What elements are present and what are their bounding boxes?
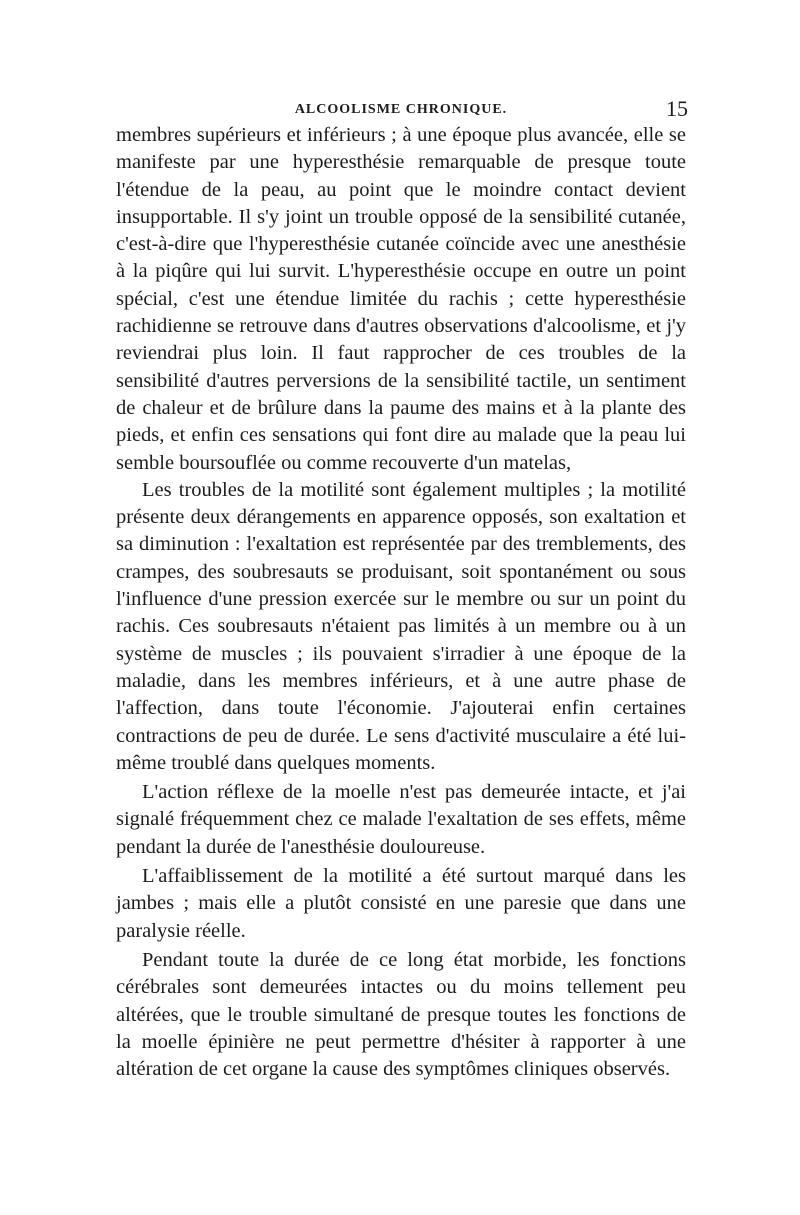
page-number: 15	[666, 96, 688, 121]
paragraph-cerebral: Pendant toute la durée de ce long état morbide, les fonctions cérébrales sont demeurées intactes ou du moins tellement peu altérées, que le trouble simultané de presque toutes les fonctions de la moelle épinière ne peut permettre d'hésiter à rapporter à une altération de cet organe la cause des symptômes cliniques observés.	[116, 948, 686, 1081]
paragraph-weakness: L'affaiblissement de la motilité a été surtout marqué dans les jambes ; mais elle a plutôt consisté en une paresie que dans une paralysie réelle.	[116, 865, 686, 942]
running-title: ALCOOLISME CHRONIQUE.	[294, 102, 508, 117]
paragraph-motility: Les troubles de la motilité sont également multiples ; la motilité présente deux dérangements en apparence opposés, son exaltation et sa diminution : l'exaltation est représentée par des tremblements, des crampes, des soubresauts se produisant, soit spontanément ou sous l'influence d'une pression exercée sur le membre ou sur un point du rachis. Ces soubresauts n'étaient pas limités à un membre ou à un système de muscles ; ils pouvaient s'irradier à une époque de la maladie, dans les membres inférieurs, et à une autre phase de l'affection, dans toute l'économie. J'ajouterai enfin certaines contractions de peu de durée. Le sens d'activité musculaire a été lui-même troublé dans quelques moments.	[116, 478, 686, 774]
body-text	[116, 122, 686, 1083]
paragraph-continued: membres supérieurs et inférieurs ; à une époque plus avancée, elle se manifeste par une hyperesthésie remarquable de presque toute l'étendue de la peau, au point que le moindre contact devient insupportable. Il s'y joint un trouble opposé de la sensibilité cutanée, c'est-à-dire que l'hyperesthésie cutanée coïncide avec une anesthésie à la piqûre qui lui survit. L'hyperesthésie occupe en outre un point spécial, c'est une étendue limitée du rachis ; cette hyperesthésie rachidienne se retrouve dans d'autres observations d'alcoolisme, et j'y reviendrai plus loin. Il faut rapprocher de ces troubles de la sensibilité d'autres perversions de la sensibilité tactile, un sentiment de chaleur et de brûlure dans la paume des mains et à la plante des pieds, et enfin ces sensations qui font dire au malade que la peau lui semble boursouflée ou comme recouverte d'un matelas,	[116, 124, 686, 474]
paragraph-reflex: L'action réflexe de la moelle n'est pas demeurée intacte, et j'ai signalé fréquemment chez ce malade l'exaltation de ses effets, même pendant la durée de l'anesthésie douloureuse.	[116, 781, 686, 858]
